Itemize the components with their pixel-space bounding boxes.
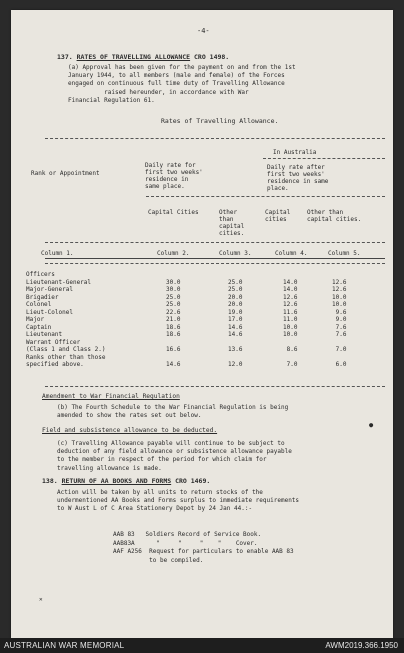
footer-accession-number: AWM2019.366.1950: [325, 641, 398, 650]
section-138-paragraph: Action will be taken by all units to return stocks of the undermentioned AA Books and Forms surplus to immediate requirements to W Aust L of C Area Stationery Depot by 24 Jan 44.:-: [57, 489, 300, 513]
ink-mark: ●: [369, 421, 374, 429]
header-rank: Rank or Appointment: [31, 170, 100, 177]
table-rule-columns-top: [45, 242, 385, 243]
rank-list: Officers Lieutenant-General Major-General Brigadier Colonel Lieut-Colonel Major Captain Lieutenant Warrant Officer (Class 1 and Class 2.) Ranks other than those specified above.: [26, 271, 106, 368]
table-rule-bottom: [45, 386, 385, 387]
table-rule-top: [45, 138, 385, 139]
header-daily-after: Daily rate after first two weeks' residence in same place.: [267, 164, 329, 192]
amendment-heading: Amendment to War Financial Regulation: [42, 393, 180, 400]
paragraph-c: (c) Travelling Allowance payable will continue to be subject to deduction of any field allowance or subsistence allowance payable to the member in respect of the period for which claim for travelling allowance is made.: [57, 440, 292, 472]
header-capital-cities-1: Capital Cities: [148, 209, 199, 216]
section-137-heading: [57, 53, 229, 61]
column-2-values: 30.0 30.0 25.0 25.0 22.6 21.0 18.6 18.6 16.6 14.6: [166, 278, 181, 368]
section-138-number: 138.: [42, 477, 58, 485]
table-rule-australia: [263, 158, 385, 159]
section-138-items: AAB 83 Soldiers Record of Service Book. AAB83A " " " " Cover. AAF A256 Request for particulars to enable AAB 83 to be compiled.: [113, 531, 294, 564]
header-other-than-1: Other than capital cities.: [219, 209, 245, 237]
section-138-title: RETURN OF AA BOOKS AND FORMS: [61, 477, 172, 485]
table-rule-subheader: [146, 196, 385, 197]
document-page: [11, 10, 393, 638]
column-2-label: Column 2.: [157, 250, 190, 257]
table-rule-columns-bottom-2: [45, 263, 385, 264]
section-138-heading: [42, 477, 210, 485]
footer-credit: AUSTRALIAN WAR MEMORIAL: [4, 641, 125, 650]
rates-title: Rates of Travelling Allowance.: [161, 117, 279, 125]
field-allowance-heading: Field and subsistence allowance to be deducted.: [42, 427, 218, 434]
header-other-than-2: Other than capital cities.: [307, 209, 362, 223]
paragraph-b: (b) The Fourth Schedule to the War Financial Regulation is being amended to show the rates set out below.: [57, 404, 289, 420]
header-capital-cities-2: Capital cities: [265, 209, 291, 223]
column-5-values: 12.6 12.6 10.0 10.0 9.6 9.0 7.6 7.6 7.0 6.0: [332, 278, 347, 368]
column-1-label: Column 1.: [41, 250, 74, 257]
footer-bar: [0, 638, 404, 653]
header-daily-first: Daily rate for first two weeks' residence in same place.: [145, 162, 203, 190]
column-4-label: Column 4.: [275, 250, 308, 257]
section-137-cro: CRO 1498.: [194, 53, 230, 61]
page-number: -4-: [197, 27, 210, 35]
section-137-title: RATES OF TRAVELLING ALLOWANCE: [76, 53, 191, 61]
section-137-number: 137.: [57, 53, 73, 61]
column-4-values: 14.0 14.0 12.6 12.6 11.6 11.0 10.0 10.0 8.6 7.0: [283, 278, 298, 368]
margin-mark: ✕: [39, 596, 43, 603]
header-in-australia: In Australia: [273, 149, 317, 156]
paragraph-a: (a) Approval has been given for the payment on and from the 1st January 1944, to all members (male and female) of the Forces engaged on continuous full time duty of Travelling Allowance raised hereunder, in accordance with War Financial Regulation 61.: [68, 64, 296, 104]
column-5-label: Column 5.: [328, 250, 361, 257]
table-rule-columns-bottom: [45, 258, 385, 259]
section-138-cro: CRO 1469.: [175, 477, 211, 485]
column-3-values: 25.0 25.0 20.0 20.0 19.0 17.0 14.6 14.6 13.6 12.0: [228, 278, 243, 368]
column-3-label: Column 3.: [219, 250, 252, 257]
